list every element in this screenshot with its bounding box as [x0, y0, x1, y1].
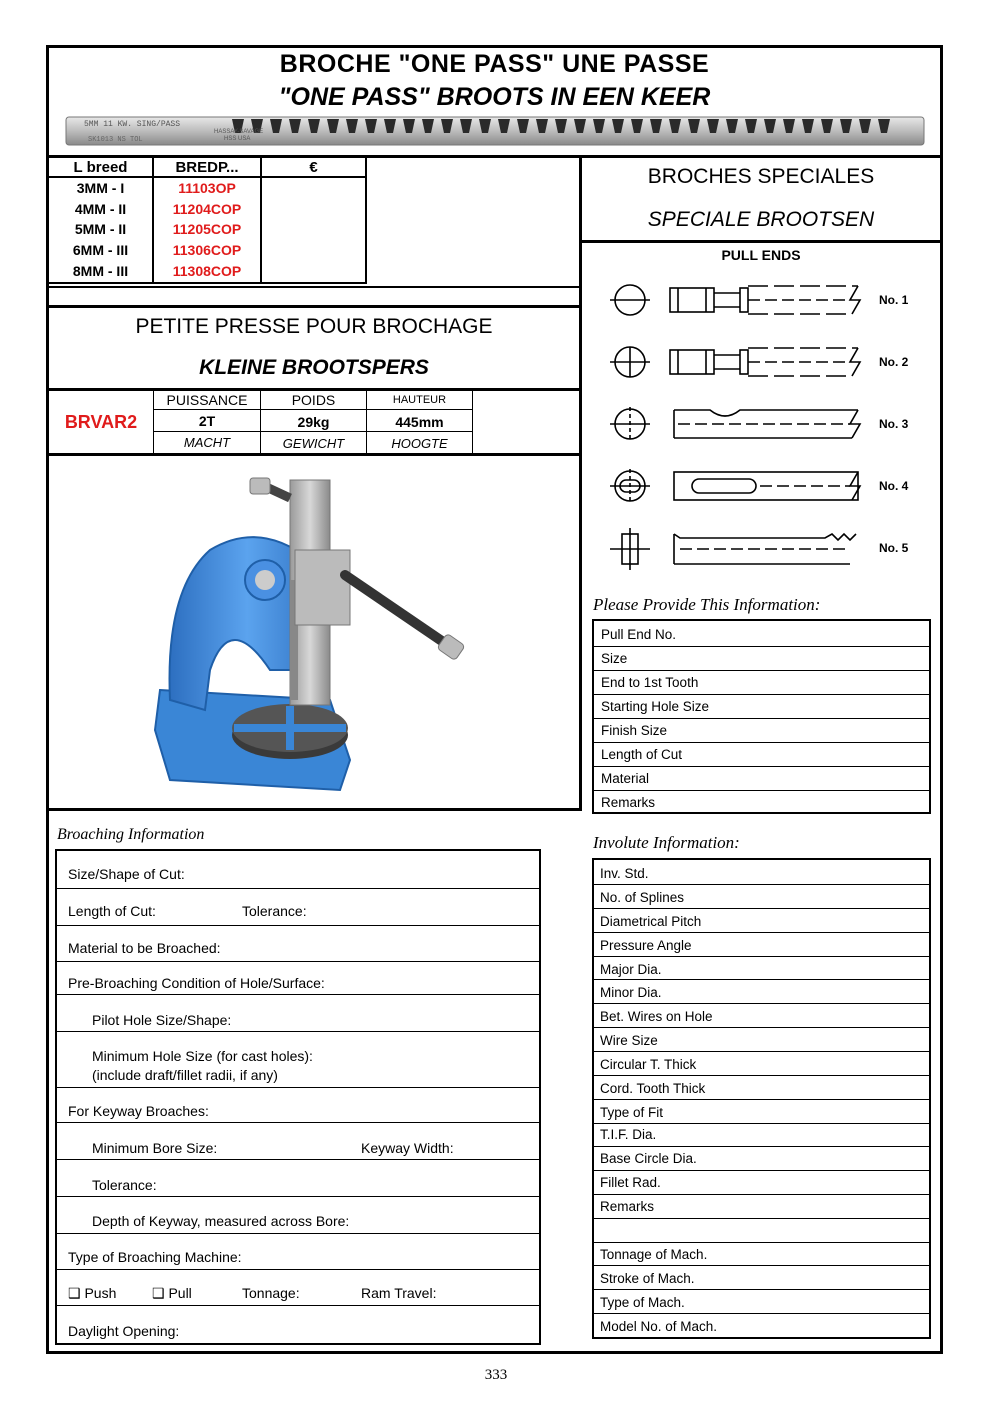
involute-row: No. of Splines — [600, 890, 685, 905]
divider — [594, 908, 929, 909]
divider — [49, 305, 580, 308]
involute-row: Model No. of Mach. — [600, 1319, 718, 1334]
provide-info-box — [592, 619, 931, 814]
form-label-pre-broaching: Pre-Broaching Condition of Hole/Surface: — [68, 975, 325, 991]
involute-row: Minor Dia. — [600, 985, 662, 1000]
provide-info-row: Material — [601, 771, 650, 786]
divider — [49, 176, 367, 178]
table-header-code: BREDP... — [175, 159, 239, 176]
divider — [57, 925, 539, 926]
pull-end-label: No. 1 — [879, 293, 909, 307]
form-label-minimum-hole: Minimum Hole Size (for cast holes): — [92, 1048, 313, 1064]
title-fr: BROCHE "ONE PASS" UNE PASSE — [279, 50, 710, 78]
pull-ends-title: PULL ENDS — [721, 247, 801, 263]
divider — [594, 1170, 929, 1171]
divider — [594, 1075, 929, 1076]
divider — [57, 1087, 539, 1088]
divider — [594, 1218, 929, 1219]
table-row-code: 11204COP — [172, 201, 242, 217]
divider — [594, 742, 929, 743]
involute-info-title: Involute Information: — [593, 833, 740, 852]
spec-header-nl: MACHT — [183, 435, 231, 450]
divider — [594, 694, 929, 695]
divider — [57, 1305, 539, 1306]
divider — [594, 1313, 929, 1314]
form-label-keyway-broaches: For Keyway Broaches: — [68, 1103, 209, 1119]
spec-header: POIDS — [291, 392, 336, 408]
provide-info-row: Length of Cut — [601, 747, 683, 762]
divider — [594, 1194, 929, 1195]
involute-info-box — [592, 858, 931, 1339]
provide-info-row: End to 1st Tooth — [601, 675, 699, 690]
pull-ends-diagram — [600, 270, 930, 570]
table-row-size: 6MM - III — [72, 242, 129, 258]
divider — [49, 286, 580, 288]
form-label-ram-travel: Ram Travel: — [361, 1285, 437, 1301]
broach-marking-2: SK1013 NS TOL — [88, 136, 143, 144]
form-label-tonnage: Tonnage: — [242, 1285, 300, 1301]
form-label-depth-keyway: Depth of Keyway, measured across Bore: — [92, 1213, 350, 1229]
page-number: 333 — [484, 1367, 508, 1383]
table-header-price: € — [309, 159, 318, 176]
table-row-code: 11103OP — [178, 180, 236, 196]
divider — [594, 1123, 929, 1124]
involute-row: Fillet Rad. — [600, 1175, 661, 1190]
spec-value: 445mm — [395, 414, 444, 430]
divider — [594, 884, 929, 885]
divider — [594, 932, 929, 933]
involute-row: Inv. Std. — [600, 866, 649, 881]
involute-row: Bet. Wires on Hole — [600, 1009, 713, 1024]
broach-table — [49, 158, 367, 286]
divider — [153, 409, 473, 410]
form-label-keyway-width: Keyway Width: — [361, 1140, 454, 1156]
divider — [260, 158, 262, 284]
divider — [594, 1265, 929, 1266]
divider — [57, 1269, 539, 1270]
broach-image — [64, 115, 926, 147]
special-title-nl: SPECIALE BROOTSEN — [647, 208, 875, 231]
press-image — [150, 470, 480, 800]
divider — [57, 994, 539, 995]
divider — [594, 790, 929, 791]
table-row-size: 3MM - I — [76, 180, 125, 196]
provide-info-row: Pull End No. — [601, 627, 677, 642]
form-label-pilot-hole: Pilot Hole Size/Shape: — [92, 1012, 232, 1028]
table-row-code: 11306COP — [172, 242, 242, 258]
divider — [57, 1159, 539, 1160]
form-label-length-of-cut: Length of Cut: — [68, 903, 156, 919]
broach-illustration — [64, 115, 926, 147]
table-header-size: L breed — [73, 159, 128, 176]
provide-info-row: Remarks — [601, 795, 656, 810]
special-title-fr: BROCHES SPECIALES — [647, 165, 875, 188]
pull-end-label: No. 4 — [879, 479, 909, 493]
divider — [594, 766, 929, 767]
broach-marking-1: 5MM 11 KW. SING/PASS — [84, 120, 181, 129]
divider — [57, 1196, 539, 1197]
divider — [594, 956, 929, 957]
broaching-info-box — [55, 849, 541, 1345]
divider — [594, 718, 929, 719]
pull-end-label: No. 3 — [879, 417, 909, 431]
involute-row: Wire Size — [600, 1033, 658, 1048]
involute-row: Pressure Angle — [600, 938, 692, 953]
press-model: BRVAR2 — [64, 412, 138, 432]
involute-row: Stroke of Mach. — [600, 1271, 695, 1286]
divider — [57, 1233, 539, 1234]
spec-value: 2T — [198, 413, 216, 429]
divider — [594, 1003, 929, 1004]
form-label-minimum-hole-note: (include draft/fillet radii, if any) — [92, 1067, 278, 1083]
divider — [365, 158, 367, 284]
involute-row: Type of Fit — [600, 1105, 664, 1120]
involute-row: T.I.F. Dia. — [600, 1127, 657, 1142]
spec-header: HAUTEUR — [392, 394, 447, 406]
pull-end-label: No. 2 — [879, 355, 909, 369]
press-title-nl: KLEINE BROOTSPERS — [199, 356, 429, 379]
press-title-fr: PETITE PRESSE POUR BROCHAGE — [135, 315, 493, 338]
divider — [472, 391, 473, 453]
table-row-size: 8MM - III — [72, 263, 129, 279]
divider — [594, 1099, 929, 1100]
spec-value: 29kg — [297, 414, 330, 430]
divider — [57, 961, 539, 962]
table-row-size: 4MM - II — [74, 201, 127, 217]
involute-row: Type of Mach. — [600, 1295, 685, 1310]
spec-header: PUISSANCE — [166, 392, 248, 408]
divider — [49, 808, 582, 811]
form-label-machine-type: Type of Broaching Machine: — [68, 1249, 242, 1265]
involute-row: Base Circle Dia. — [600, 1151, 697, 1166]
divider — [49, 282, 367, 284]
provide-info-row: Size — [601, 651, 628, 666]
pull-end-label: No. 5 — [879, 541, 909, 555]
divider — [49, 453, 580, 456]
provide-info-row: Starting Hole Size — [601, 699, 710, 714]
broach-brand: HASSAY-SAVAGE — [214, 129, 264, 135]
provide-info-title: Please Provide This Information: — [593, 595, 821, 614]
form-label-daylight: Daylight Opening: — [68, 1323, 180, 1339]
involute-row: Cord. Tooth Thick — [600, 1081, 706, 1096]
form-option-push[interactable]: ❑ Push — [68, 1285, 117, 1301]
divider — [594, 979, 929, 980]
broaching-info-title: Broaching Information — [57, 826, 205, 843]
spec-header-nl: HOOGTE — [391, 436, 448, 451]
title-nl: "ONE PASS" BROOTS IN EEN KEER — [278, 83, 711, 111]
involute-row: Tonnage of Mach. — [600, 1247, 708, 1262]
broach-brand-2: HSS USA — [224, 136, 251, 142]
involute-row: Remarks — [600, 1199, 655, 1214]
spec-header-nl: GEWICHT — [282, 436, 345, 451]
divider — [57, 1031, 539, 1032]
form-label-material: Material to be Broached: — [68, 940, 221, 956]
divider — [594, 1146, 929, 1147]
table-row-code: 11205COP — [172, 221, 242, 237]
form-label-tolerance-2: Tolerance: — [92, 1177, 157, 1193]
form-option-pull[interactable]: ❑ Pull — [152, 1285, 192, 1301]
table-row-size: 5MM - II — [74, 221, 127, 237]
divider — [153, 431, 473, 432]
divider — [580, 240, 940, 243]
divider — [594, 1242, 929, 1243]
form-label-tolerance: Tolerance: — [242, 903, 307, 919]
divider — [594, 670, 929, 671]
divider — [594, 1289, 929, 1290]
divider — [57, 1122, 539, 1123]
provide-info-row: Finish Size — [601, 723, 668, 738]
form-label-size-shape: Size/Shape of Cut: — [68, 866, 185, 882]
divider — [594, 646, 929, 647]
involute-row: Diametrical Pitch — [600, 914, 702, 929]
involute-row: Major Dia. — [600, 962, 662, 977]
divider — [594, 1051, 929, 1052]
form-label-minimum-bore: Minimum Bore Size: — [92, 1140, 218, 1156]
press-specs — [49, 391, 580, 455]
table-row-code: 11308COP — [172, 263, 242, 279]
divider — [594, 1027, 929, 1028]
divider — [57, 888, 539, 889]
involute-row: Circular T. Thick — [600, 1057, 697, 1072]
